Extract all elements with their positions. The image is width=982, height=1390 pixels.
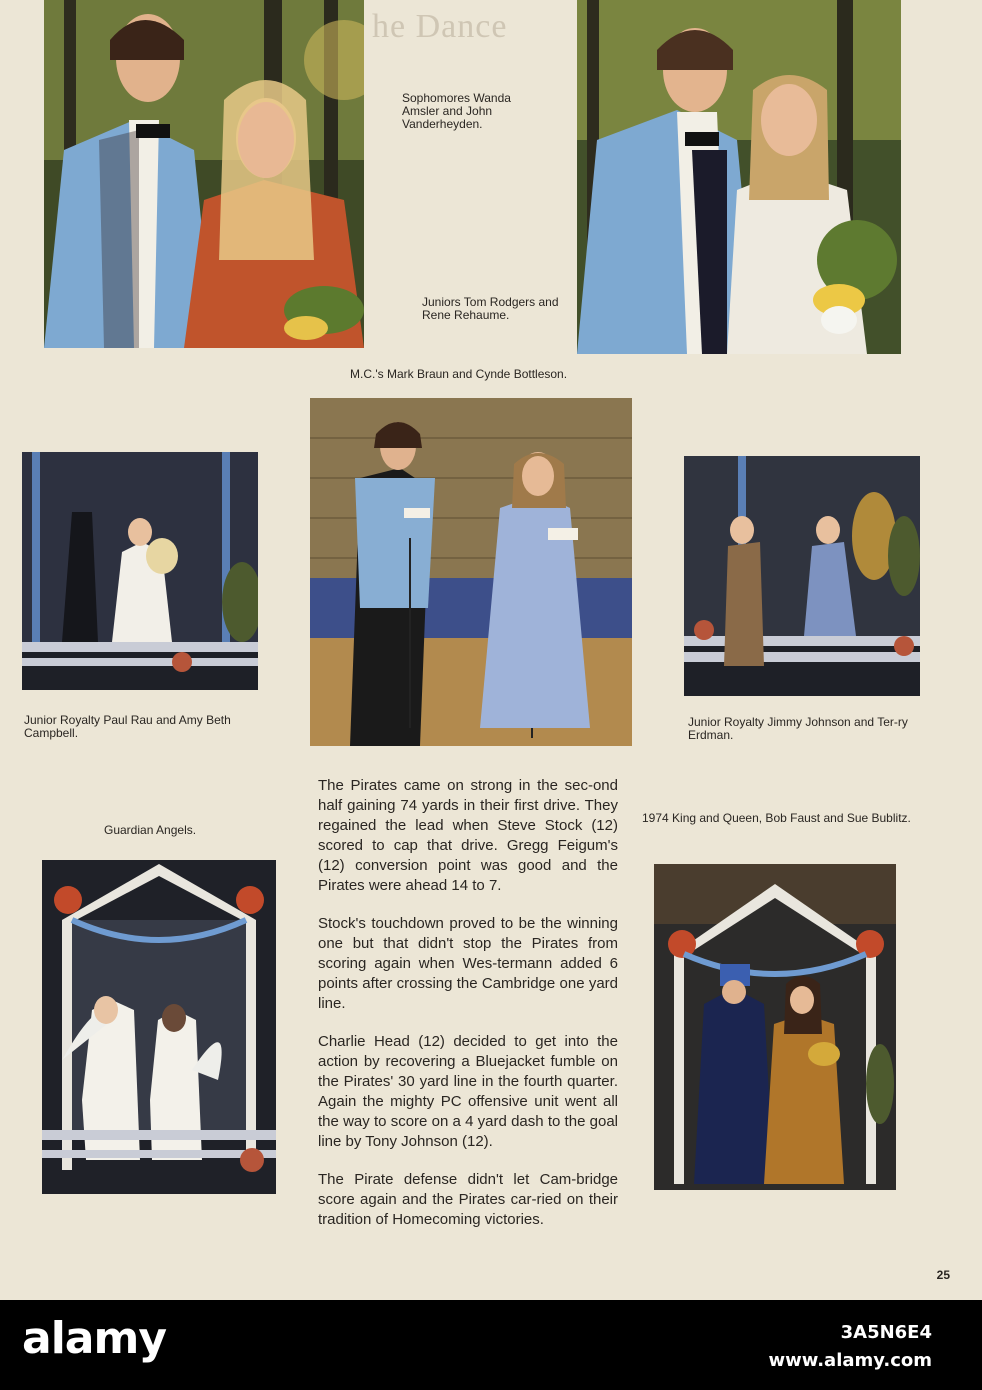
article-paragraph: Charlie Head (12) decided to get into the action by recovering a Bluejacket fumble on the Pirates' 30 yard line in the fourth quarter. Again the mighty PC offensive unit went all the way to score on a 4 yard dash to the goal line by Tony Johnson (12). <box>318 1033 618 1150</box>
article-body <box>318 776 618 1248</box>
photo-king-queen <box>654 864 896 1190</box>
caption-junior-royalty-left: Junior Royalty Paul Rau and Amy Beth Campbell. <box>24 713 231 740</box>
caption-king-queen: 1974 King and Queen, Bob Faust and Sue Bublitz. <box>642 811 911 825</box>
faded-heading: he Dance <box>372 8 508 45</box>
photo-mcs <box>310 398 632 746</box>
image-id: 3A5N6E4 <box>840 1322 932 1343</box>
article-paragraph: The Pirate defense didn't let Cam-bridge score again and the Pirates car-ried on their tradition of Homecoming victories. <box>318 1171 618 1228</box>
page-number: 25 <box>936 1268 950 1282</box>
caption-juniors: Juniors Tom Rodgers and Rene Rehaume. <box>422 295 559 322</box>
photo-sophomores <box>44 0 364 348</box>
watermark-url: www.alamy.com <box>768 1350 932 1371</box>
photo-junior-royalty-right <box>684 456 920 696</box>
article-paragraph: Stock's touchdown proved to be the winning one but that didn't stop the Pirates from scoring again when Wes-termann added 6 points after crossing the Cambridge one yard line. <box>318 915 618 1012</box>
alamy-logo: alamy <box>22 1313 166 1364</box>
article-paragraph: The Pirates came on strong in the sec-ond half gaining 74 yards in their first drive. They regained the lead when Steve Stock (12) scored to cap that drive. Gregg Feigum's (12) conversion point was good and the Pirates were ahead 14 to 7. <box>318 777 618 894</box>
caption-guardian-angels: Guardian Angels. <box>104 823 197 837</box>
caption-junior-royalty-right: Junior Royalty Jimmy Johnson and Ter-ry Erdman. <box>688 715 908 742</box>
photo-juniors <box>577 0 901 354</box>
photo-guardian-angels <box>42 860 276 1194</box>
photo-junior-royalty-left <box>22 452 258 690</box>
caption-sophomores: Sophomores Wanda Amsler and John Vanderheyden. <box>402 91 511 131</box>
caption-mcs: M.C.'s Mark Braun and Cynde Bottleson. <box>350 367 568 381</box>
